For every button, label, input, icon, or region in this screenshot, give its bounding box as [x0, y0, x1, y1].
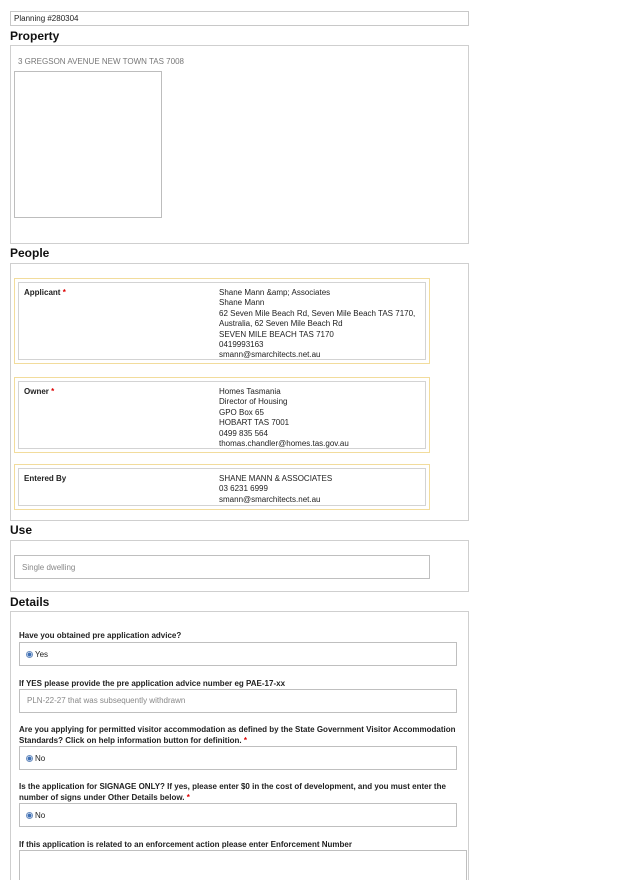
pre-application-number-question: If YES please provide the pre application advice number eg PAE-17-xx [19, 679, 286, 688]
details-section-title: Details [10, 595, 50, 609]
visitor-accommodation-question-text: Are you applying for permitted visitor accommodation as defined by the State Government Visitor Accommodation Standards? Click on help information button for definition. [19, 725, 456, 745]
owner-card [14, 377, 430, 453]
enforcement-number-question: If this application is related to an enforcement action please enter Enforcement Number [19, 840, 352, 849]
owner-details [219, 387, 420, 449]
signage-only-answer: No [35, 810, 46, 820]
entered-by-line: SHANE MANN & ASSOCIATES [219, 474, 333, 483]
applicant-line: 62 Seven Mile Beach Rd, Seven Mile Beach TAS 7170, [219, 308, 416, 318]
pre-application-yes-option[interactable] [26, 643, 450, 665]
visitor-accommodation-answer-box [19, 746, 457, 770]
people-panel [10, 263, 469, 521]
entered-by-card [14, 464, 430, 510]
owner-required-mark: * [51, 387, 55, 396]
owner-line: thomas.chandler@homes.tas.gov.au [219, 439, 349, 449]
pre-application-answer: Yes [35, 649, 49, 659]
owner-role [24, 387, 54, 396]
signage-only-answer-box [19, 803, 457, 827]
planning-reference [10, 11, 469, 26]
planning-reference-label: Planning #280304 [14, 14, 79, 23]
property-map[interactable] [14, 71, 162, 218]
owner-line: Director of Housing [219, 397, 288, 407]
signage-only-no-option[interactable] [26, 804, 450, 826]
owner-line: Homes Tasmania [219, 387, 281, 396]
people-section-title: People [10, 246, 50, 260]
property-address: 3 GREGSON AVENUE NEW TOWN TAS 7008 [18, 57, 184, 66]
applicant-line: Shane Mann &amp; Associates [219, 288, 331, 297]
applicant-line: smann@smarchitects.net.au [219, 350, 321, 360]
pre-application-question: Have you obtained pre application advice? [19, 631, 182, 640]
entered-by-line: 03 6231 6999 [219, 484, 268, 494]
entered-by-role [24, 474, 66, 483]
visitor-accommodation-answer: No [35, 753, 46, 763]
radio-selected-icon[interactable] [26, 755, 33, 762]
owner-role-label: Owner [24, 387, 49, 396]
property-section-title: Property [10, 29, 60, 43]
signage-only-question-text: Is the application for SIGNAGE ONLY? If yes, please enter $0 in the cost of development, and you must enter the number of signs under Other Details below. [19, 782, 446, 802]
signage-only-question [19, 782, 459, 803]
signage-only-required-mark: * [186, 792, 190, 802]
owner-line: HOBART TAS 7001 [219, 418, 290, 428]
owner-line: 0499 835 564 [219, 428, 268, 438]
visitor-accommodation-required-mark: * [243, 735, 248, 745]
pre-application-number-value: PLN-22-27 that was subsequently withdrawn [27, 696, 186, 705]
radio-selected-icon[interactable] [26, 651, 33, 658]
use-field[interactable] [14, 555, 430, 579]
applicant-line: Shane Mann [219, 298, 265, 308]
visitor-accommodation-question [19, 725, 459, 746]
property-panel [10, 45, 469, 244]
pre-application-answer-box [19, 642, 457, 666]
entered-by-role-label: Entered By [24, 474, 67, 483]
pre-application-number-input[interactable] [19, 689, 457, 713]
applicant-role-label: Applicant [24, 288, 61, 297]
use-value: Single dwelling [22, 563, 76, 572]
applicant-role [24, 288, 66, 297]
applicant-required-mark: * [62, 288, 66, 297]
applicant-card [14, 278, 430, 364]
owner-line: GPO Box 65 [219, 407, 264, 417]
applicant-line: Australia, 62 Seven Mile Beach Rd [219, 319, 343, 329]
applicant-line: SEVEN MILE BEACH TAS 7170 [219, 329, 334, 339]
use-panel [10, 540, 469, 592]
use-section-title: Use [10, 523, 33, 537]
applicant-details [219, 288, 420, 361]
radio-selected-icon[interactable] [26, 812, 33, 819]
applicant-line: 0419993163 [219, 340, 264, 350]
entered-by-details [219, 474, 420, 505]
enforcement-number-input[interactable] [19, 850, 467, 880]
visitor-accommodation-no-option[interactable] [26, 747, 450, 769]
entered-by-line: smann@smarchitects.net.au [219, 494, 321, 504]
